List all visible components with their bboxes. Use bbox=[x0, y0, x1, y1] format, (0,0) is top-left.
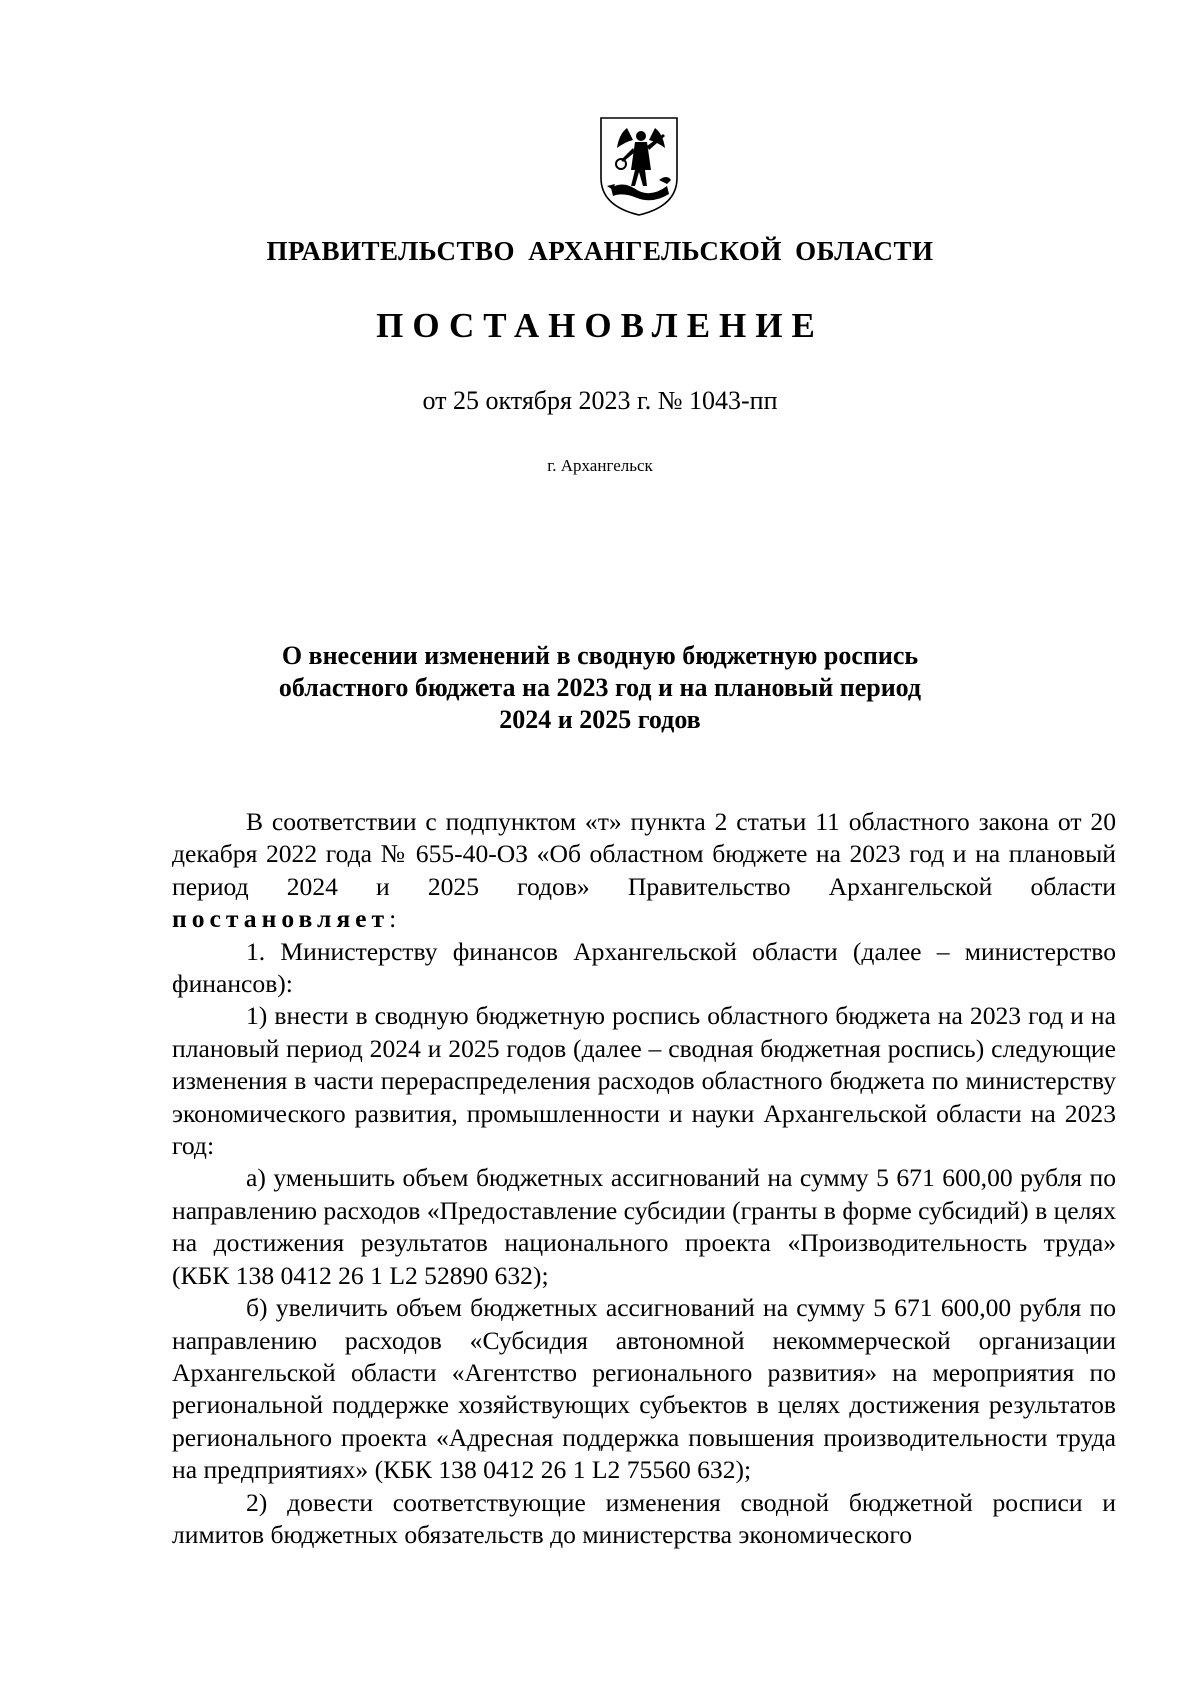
body-paragraph: а) уменьшить объем бюджетных ассигнований на сумму 5 671 600,00 рубля по направлению расходов «Предоставление субсидии (гранты в форме субсидий) в целях на достижения результатов национального проекта «Производительность труда» (КБК 138 0412 26 1 L2 52890 632); bbox=[172, 1163, 1116, 1290]
body-paragraph: 1. Министерству финансов Архангельской области (далее – министерство финансов): bbox=[172, 936, 1116, 999]
preamble-text: В соответствии с подпунктом «т» пункта 2 статьи 11 областного закона от 20 декабря 2022 года № 655-40-ОЗ «Об областном бюджете на 2023 год и на плановый период 2024 и 2025 годов» Правительство Архангельской области bbox=[172, 807, 1116, 901]
preamble-paragraph bbox=[172, 806, 1116, 936]
subject-line: О внесении изменений в сводную бюджетную роспись bbox=[281, 641, 919, 670]
decree-keyword: постановляет bbox=[172, 904, 390, 934]
subject-line: областного бюджета на 2023 год и на плановый период bbox=[278, 673, 922, 702]
body-paragraph: 1) внести в сводную бюджетную роспись областного бюджета на 2023 год и на плановый период 2024 и 2025 годов (далее – сводная бюджетная роспись) следующие изменения в части перераспределения расходов областного бюджета по министерству экономического развития, промышленности и науки Архангельской области на 2023 год: bbox=[172, 1001, 1116, 1161]
body-paragraph: б) увеличить объем бюджетных ассигнований на сумму 5 671 600,00 рубля по направлению расходов «Субсидия автономной некоммерческой организации Архангельской области «Агентство регионального развития» на мероприятия по региональной поддержке хозяйствующих субъектов в целях достижения результатов регионального проекта «Адресная поддержка повышения производительности труда на предприятиях» (КБК 138 0412 26 1 L2 75560 632); bbox=[172, 1293, 1116, 1485]
document-subject bbox=[0, 640, 1200, 736]
document-type: ПОСТАНОВЛЕНИЕ bbox=[376, 306, 824, 345]
subject-line: 2024 и 2025 годов bbox=[499, 705, 701, 734]
coat-of-arms-icon bbox=[597, 114, 681, 218]
government-title: ПРАВИТЕЛЬСТВО АРХАНГЕЛЬСКОЙ ОБЛАСТИ bbox=[266, 236, 934, 266]
document-body bbox=[172, 806, 1116, 1551]
preamble-end: : bbox=[389, 904, 397, 934]
document-number: от 25 октября 2023 г. № 1043-пп bbox=[422, 386, 778, 415]
document-city: г. Архангельск bbox=[547, 456, 653, 475]
body-paragraph: 2) довести соответствующие изменения сводной бюджетной росписи и лимитов бюджетных обязательств до министерства экономического bbox=[172, 1487, 1116, 1549]
